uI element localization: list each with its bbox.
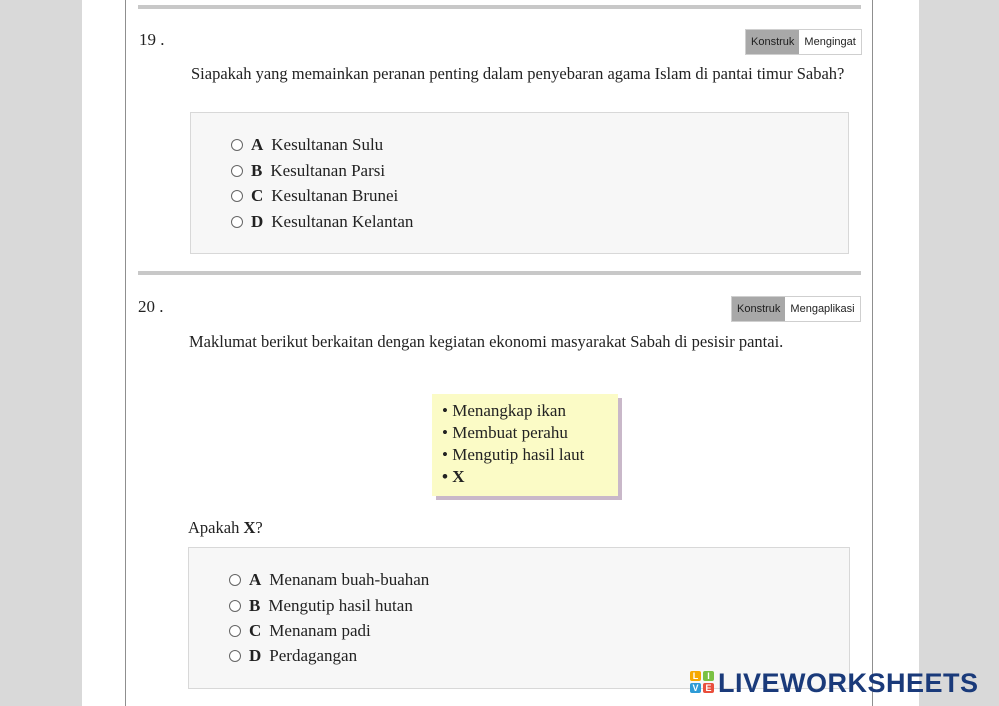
question-text: Maklumat berikut berkaitan dengan kegiatan ekonomi masyarakat Sabah di pesisir pantai. (189, 332, 784, 351)
option-letter: A (251, 135, 264, 154)
question-number: 19 . (139, 30, 165, 49)
option-c[interactable] (229, 621, 371, 641)
option-label: Kesultanan Brunei (271, 186, 399, 205)
question-separator (138, 5, 861, 9)
note-item: • X (442, 467, 465, 486)
option-letter: B (249, 596, 261, 615)
tag-level: Mengingat (799, 30, 860, 54)
question-tags (745, 29, 862, 55)
radio-button[interactable] (231, 190, 243, 202)
option-label: Mengutip hasil hutan (268, 596, 413, 615)
radio-button[interactable] (231, 216, 243, 228)
option-label: Kesultanan Parsi (270, 161, 386, 180)
right-margin (919, 0, 999, 706)
option-letter: D (251, 212, 264, 231)
radio-button[interactable] (229, 600, 241, 612)
logo-mark-letter: V (690, 683, 701, 693)
logo-mark-letter: L (690, 671, 701, 681)
info-note-box (432, 394, 618, 496)
logo-mark-letter: I (703, 671, 714, 681)
tag-construct: Konstruk (746, 30, 799, 54)
left-margin (0, 0, 82, 706)
option-letter: C (251, 186, 264, 205)
option-a[interactable] (231, 135, 383, 155)
option-letter: B (251, 161, 263, 180)
liveworksheets-logo (690, 668, 979, 698)
option-c[interactable] (231, 186, 398, 206)
note-item: • Menangkap ikan (442, 401, 566, 420)
logo-text: LIVEWORKSHEETS (718, 667, 979, 698)
option-label: Perdagangan (269, 646, 358, 665)
option-a[interactable] (229, 570, 429, 590)
option-d[interactable] (229, 646, 357, 666)
prompt-prefix: Apakah (188, 518, 244, 537)
page-border-left (125, 0, 126, 706)
radio-button[interactable] (231, 165, 243, 177)
option-label: Menanam buah-buahan (269, 570, 430, 589)
radio-button[interactable] (229, 650, 241, 662)
question-number: 20 . (138, 297, 164, 316)
tag-level: Mengaplikasi (785, 297, 859, 321)
note-item: • Membuat perahu (442, 423, 568, 442)
option-d[interactable] (231, 212, 413, 232)
radio-button[interactable] (229, 625, 241, 637)
option-b[interactable] (231, 161, 385, 181)
option-letter: A (249, 570, 262, 589)
prompt-suffix: ? (255, 518, 263, 537)
logo-mark-icon (690, 671, 716, 695)
radio-button[interactable] (229, 574, 241, 586)
tag-construct: Konstruk (732, 297, 785, 321)
answer-options (190, 112, 849, 254)
question-text: Siapakah yang memainkan peranan penting dalam penyebaran agama Islam di pantai timur Sabah? (191, 64, 845, 83)
note-item: • Mengutip hasil laut (442, 445, 585, 464)
question-separator (138, 271, 861, 275)
page-border-right (872, 0, 873, 706)
question-tags (731, 296, 861, 322)
option-b[interactable] (229, 596, 413, 616)
question-prompt (188, 518, 263, 538)
option-letter: D (249, 646, 262, 665)
radio-button[interactable] (231, 139, 243, 151)
logo-mark-letter: E (703, 683, 714, 693)
prompt-variable: X (243, 518, 256, 537)
option-label: Kesultanan Kelantan (271, 212, 414, 231)
option-letter: C (249, 621, 262, 640)
option-label: Menanam padi (269, 621, 371, 640)
option-label: Kesultanan Sulu (271, 135, 384, 154)
